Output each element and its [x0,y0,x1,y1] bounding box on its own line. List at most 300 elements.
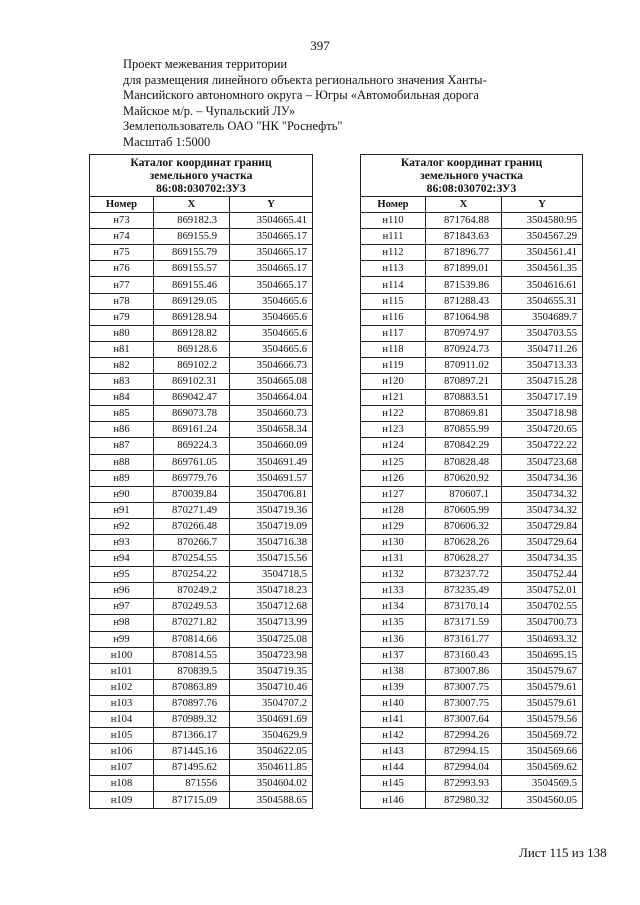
y-coordinate-cell: 3504718.98 [502,406,583,422]
table-row [90,695,313,711]
table-row [361,534,583,550]
x-coordinate-cell: 873160.43 [426,647,502,663]
x-coordinate-cell: 873171.59 [426,615,502,631]
table-row [361,567,583,583]
coordinate-catalog-left [89,154,313,809]
column-header-number: Номер [361,197,426,213]
x-coordinate-cell: 870254.55 [154,551,230,567]
y-coordinate-cell: 3504715.28 [502,374,583,390]
y-coordinate-cell: 3504723.98 [230,647,313,663]
x-coordinate-cell: 870974.97 [426,325,502,341]
y-coordinate-cell: 3504665.6 [230,325,313,341]
point-number-cell: н104 [90,712,154,728]
x-coordinate-cell: 871445.16 [154,744,230,760]
y-coordinate-cell: 3504665.17 [230,229,313,245]
y-coordinate-cell: 3504693.32 [502,631,583,647]
point-number-cell: н129 [361,518,426,534]
point-number-cell: н77 [90,277,154,293]
point-number-cell: н99 [90,631,154,647]
y-coordinate-cell: 3504752.44 [502,567,583,583]
y-coordinate-cell: 3504604.02 [230,776,313,792]
column-header-x: X [154,197,230,213]
point-number-cell: н145 [361,776,426,792]
point-number-cell: н76 [90,261,154,277]
point-number-cell: н124 [361,438,426,454]
y-coordinate-cell: 3504665.08 [230,374,313,390]
y-coordinate-cell: 3504719.09 [230,518,313,534]
x-coordinate-cell: 869042.47 [154,390,230,406]
catalog-title [361,155,583,197]
table-row [361,712,583,728]
x-coordinate-cell: 870271.82 [154,615,230,631]
table-row [361,261,583,277]
sheet-counter: Лист 115 из 138 [519,845,607,860]
header-line: Масштаб 1:5000 [123,134,211,149]
y-coordinate-cell: 3504655.31 [502,293,583,309]
x-coordinate-cell: 870989.32 [154,712,230,728]
table-row [90,792,313,808]
x-coordinate-cell: 870249.2 [154,583,230,599]
y-coordinate-cell: 3504629.9 [230,728,313,744]
x-coordinate-cell: 869761.05 [154,454,230,470]
point-number-cell: н142 [361,728,426,744]
table-row [361,470,583,486]
x-coordinate-cell: 870039.84 [154,486,230,502]
x-coordinate-cell: 872993.93 [426,776,502,792]
table-row [90,502,313,518]
y-coordinate-cell: 3504691.49 [230,454,313,470]
x-coordinate-cell: 869128.6 [154,341,230,357]
point-number-cell: н102 [90,679,154,695]
x-coordinate-cell: 870883.51 [426,390,502,406]
x-coordinate-cell: 870911.02 [426,357,502,373]
point-number-cell: н85 [90,406,154,422]
y-coordinate-cell: 3504665.17 [230,261,313,277]
point-number-cell: н118 [361,341,426,357]
y-coordinate-cell: 3504569.66 [502,744,583,760]
point-number-cell: н75 [90,245,154,261]
point-number-cell: н80 [90,325,154,341]
y-coordinate-cell: 3504660.09 [230,438,313,454]
x-coordinate-cell: 869129.05 [154,293,230,309]
point-number-cell: н86 [90,422,154,438]
x-coordinate-cell: 870842.29 [426,438,502,454]
point-number-cell: н79 [90,309,154,325]
table-row [361,406,583,422]
y-coordinate-cell: 3504611.85 [230,760,313,776]
y-coordinate-cell: 3504560.05 [502,792,583,808]
y-coordinate-cell: 3504580.95 [502,213,583,229]
table-row [361,486,583,502]
x-coordinate-cell: 872994.15 [426,744,502,760]
x-coordinate-cell: 871896.77 [426,245,502,261]
table-row [361,341,583,357]
y-coordinate-cell: 3504665.6 [230,341,313,357]
document-header [123,57,543,151]
table-row [90,615,313,631]
x-coordinate-cell: 872980.32 [426,792,502,808]
x-coordinate-cell: 870249.53 [154,599,230,615]
table-row [361,728,583,744]
x-coordinate-cell: 870839.5 [154,663,230,679]
y-coordinate-cell: 3504719.36 [230,502,313,518]
point-number-cell: н95 [90,567,154,583]
point-number-cell: н114 [361,277,426,293]
table-row [361,583,583,599]
point-number-cell: н78 [90,293,154,309]
column-header-y: Y [230,197,313,213]
point-number-cell: н74 [90,229,154,245]
table-row [361,357,583,373]
table-row [90,760,313,776]
x-coordinate-cell: 871715.09 [154,792,230,808]
table-row [361,229,583,245]
x-coordinate-cell: 870814.66 [154,631,230,647]
table-row [361,518,583,534]
table-row [90,406,313,422]
point-number-cell: н137 [361,647,426,663]
table-row [90,213,313,229]
x-coordinate-cell: 871899.01 [426,261,502,277]
y-coordinate-cell: 3504707.2 [230,695,313,711]
y-coordinate-cell: 3504691.57 [230,470,313,486]
table-row [361,390,583,406]
x-coordinate-cell: 873007.75 [426,695,502,711]
table-row [90,229,313,245]
table-row [361,325,583,341]
y-coordinate-cell: 3504712.68 [230,599,313,615]
y-coordinate-cell: 3504665.17 [230,245,313,261]
y-coordinate-cell: 3504622.05 [230,744,313,760]
catalog-body [90,213,313,808]
y-coordinate-cell: 3504719.35 [230,663,313,679]
x-coordinate-cell: 870828.48 [426,454,502,470]
table-row [361,245,583,261]
y-coordinate-cell: 3504725.08 [230,631,313,647]
y-coordinate-cell: 3504729.84 [502,518,583,534]
y-coordinate-cell: 3504588.65 [230,792,313,808]
point-number-cell: н123 [361,422,426,438]
table-row [361,744,583,760]
table-row [90,631,313,647]
header-line: для размещения линейного объекта регионального значения Ханты- [123,72,487,87]
x-coordinate-cell: 869224.3 [154,438,230,454]
table-row [361,695,583,711]
table-row [361,551,583,567]
table-row [361,438,583,454]
table-row [90,567,313,583]
x-coordinate-cell: 870271.49 [154,502,230,518]
y-coordinate-cell: 3504715.56 [230,551,313,567]
x-coordinate-cell: 869102.31 [154,374,230,390]
table-row [361,631,583,647]
y-coordinate-cell: 3504700.73 [502,615,583,631]
y-coordinate-cell: 3504665.17 [230,277,313,293]
catalog-title-line: земельного участка [420,169,523,182]
x-coordinate-cell: 870897.76 [154,695,230,711]
catalog-title-line: земельного участка [149,169,253,182]
point-number-cell: н90 [90,486,154,502]
point-number-cell: н139 [361,679,426,695]
table-row [90,470,313,486]
table-row [90,728,313,744]
point-number-cell: н107 [90,760,154,776]
table-row [90,534,313,550]
point-number-cell: н131 [361,551,426,567]
point-number-cell: н125 [361,454,426,470]
table-row [361,647,583,663]
header-line: Майское м/р. – Чупальский ЛУ» [123,103,296,118]
x-coordinate-cell: 869161.24 [154,422,230,438]
point-number-cell: н103 [90,695,154,711]
table-row [90,277,313,293]
point-number-cell: н134 [361,599,426,615]
y-coordinate-cell: 3504722.22 [502,438,583,454]
x-coordinate-cell: 873170.14 [426,599,502,615]
y-coordinate-cell: 3504734.36 [502,470,583,486]
y-coordinate-cell: 3504718.23 [230,583,313,599]
table-row [90,551,313,567]
point-number-cell: н136 [361,631,426,647]
x-coordinate-cell: 871495.62 [154,760,230,776]
table-row [361,213,583,229]
y-coordinate-cell: 3504720.65 [502,422,583,438]
x-coordinate-cell: 871764.88 [426,213,502,229]
x-coordinate-cell: 870266.7 [154,534,230,550]
table-row [90,679,313,695]
header-line: Землепользователь ОАО "НК "Роснефть" [123,119,343,134]
table-row [361,599,583,615]
point-number-cell: н141 [361,712,426,728]
point-number-cell: н119 [361,357,426,373]
x-coordinate-cell: 873235.49 [426,583,502,599]
column-header-x: X [426,197,502,213]
point-number-cell: н115 [361,293,426,309]
point-number-cell: н133 [361,583,426,599]
x-coordinate-cell: 870607.1 [426,486,502,502]
table-row [361,679,583,695]
table-row [361,422,583,438]
point-number-cell: н94 [90,551,154,567]
point-number-cell: н127 [361,486,426,502]
table-row [90,245,313,261]
y-coordinate-cell: 3504569.5 [502,776,583,792]
point-number-cell: н84 [90,390,154,406]
x-coordinate-cell: 871539.86 [426,277,502,293]
point-number-cell: н121 [361,390,426,406]
point-number-cell: н105 [90,728,154,744]
table-row [90,374,313,390]
y-coordinate-cell: 3504703.55 [502,325,583,341]
x-coordinate-cell: 869155.46 [154,277,230,293]
y-coordinate-cell: 3504734.32 [502,486,583,502]
table-row [90,293,313,309]
point-number-cell: н117 [361,325,426,341]
x-coordinate-cell: 869102.2 [154,357,230,373]
point-number-cell: н92 [90,518,154,534]
y-coordinate-cell: 3504734.35 [502,551,583,567]
point-number-cell: н128 [361,502,426,518]
point-number-cell: н88 [90,454,154,470]
point-number-cell: н110 [361,213,426,229]
table-row [90,357,313,373]
table-row [361,293,583,309]
column-header-y: Y [502,197,583,213]
point-number-cell: н97 [90,599,154,615]
table-row [361,615,583,631]
x-coordinate-cell: 869128.82 [154,325,230,341]
page-number: 397 [310,38,330,53]
y-coordinate-cell: 3504691.69 [230,712,313,728]
x-coordinate-cell: 869155.57 [154,261,230,277]
x-coordinate-cell: 872994.04 [426,760,502,776]
y-coordinate-cell: 3504561.41 [502,245,583,261]
x-coordinate-cell: 873007.75 [426,679,502,695]
table-row [361,309,583,325]
point-number-cell: н109 [90,792,154,808]
point-number-cell: н100 [90,647,154,663]
y-coordinate-cell: 3504616.61 [502,277,583,293]
x-coordinate-cell: 871366.17 [154,728,230,744]
table-row [90,325,313,341]
table-row [90,647,313,663]
x-coordinate-cell: 871064.98 [426,309,502,325]
point-number-cell: н144 [361,760,426,776]
point-number-cell: н83 [90,374,154,390]
column-header-number: Номер [90,197,154,213]
table-row [361,760,583,776]
x-coordinate-cell: 870606.32 [426,518,502,534]
x-coordinate-cell: 869182.3 [154,213,230,229]
x-coordinate-cell: 870814.55 [154,647,230,663]
table-row [90,261,313,277]
y-coordinate-cell: 3504665.6 [230,309,313,325]
x-coordinate-cell: 870266.48 [154,518,230,534]
point-number-cell: н111 [361,229,426,245]
table-row [361,776,583,792]
catalog-body [361,213,583,808]
point-number-cell: н132 [361,567,426,583]
table-row [90,390,313,406]
y-coordinate-cell: 3504711.26 [502,341,583,357]
header-line: Проект межевания территории [123,57,288,71]
x-coordinate-cell: 873007.86 [426,663,502,679]
x-coordinate-cell: 870254.22 [154,567,230,583]
table-row [361,374,583,390]
x-coordinate-cell: 870855.99 [426,422,502,438]
table-row [90,486,313,502]
table-row [361,277,583,293]
x-coordinate-cell: 870863.89 [154,679,230,695]
x-coordinate-cell: 870897.21 [426,374,502,390]
catalog-title-line: Каталог координат границ [130,156,272,169]
y-coordinate-cell: 3504702.55 [502,599,583,615]
table-row [361,792,583,808]
point-number-cell: н140 [361,695,426,711]
table-row [90,599,313,615]
table-row [90,518,313,534]
x-coordinate-cell: 869073.78 [154,406,230,422]
point-number-cell: н106 [90,744,154,760]
point-number-cell: н82 [90,357,154,373]
point-number-cell: н112 [361,245,426,261]
y-coordinate-cell: 3504665.41 [230,213,313,229]
point-number-cell: н113 [361,261,426,277]
table-row [90,309,313,325]
y-coordinate-cell: 3504579.56 [502,712,583,728]
header-line: Мансийского автономного округа – Югры «Автомобильная дорога [123,88,479,103]
table-row [90,422,313,438]
x-coordinate-cell: 870924.73 [426,341,502,357]
x-coordinate-cell: 872994.26 [426,728,502,744]
point-number-cell: н89 [90,470,154,486]
point-number-cell: н146 [361,792,426,808]
y-coordinate-cell: 3504579.61 [502,679,583,695]
table-row [90,712,313,728]
y-coordinate-cell: 3504734.32 [502,502,583,518]
y-coordinate-cell: 3504567.29 [502,229,583,245]
point-number-cell: н126 [361,470,426,486]
table-row [90,663,313,679]
y-coordinate-cell: 3504717.19 [502,390,583,406]
table-row [90,583,313,599]
x-coordinate-cell: 869779.76 [154,470,230,486]
y-coordinate-cell: 3504752.01 [502,583,583,599]
point-number-cell: н135 [361,615,426,631]
y-coordinate-cell: 3504579.67 [502,663,583,679]
table-row [90,341,313,357]
y-coordinate-cell: 3504579.61 [502,695,583,711]
x-coordinate-cell: 873237.72 [426,567,502,583]
y-coordinate-cell: 3504658.34 [230,422,313,438]
point-number-cell: н108 [90,776,154,792]
table-row [90,454,313,470]
coordinate-catalog-right [360,154,583,809]
y-coordinate-cell: 3504569.62 [502,760,583,776]
point-number-cell: н116 [361,309,426,325]
point-number-cell: н93 [90,534,154,550]
table-row [90,438,313,454]
point-number-cell: н73 [90,213,154,229]
table-row [90,744,313,760]
y-coordinate-cell: 3504664.04 [230,390,313,406]
x-coordinate-cell: 870869.81 [426,406,502,422]
point-number-cell: н120 [361,374,426,390]
catalog-title-line: Каталог координат границ [400,156,543,169]
y-coordinate-cell: 3504713.33 [502,357,583,373]
point-number-cell: н81 [90,341,154,357]
point-number-cell: н138 [361,663,426,679]
catalog-title [90,155,313,197]
y-coordinate-cell: 3504710.46 [230,679,313,695]
y-coordinate-cell: 3504706.81 [230,486,313,502]
table-row [361,454,583,470]
point-number-cell: н96 [90,583,154,599]
y-coordinate-cell: 3504723.68 [502,454,583,470]
point-number-cell: н98 [90,615,154,631]
x-coordinate-cell: 869155.79 [154,245,230,261]
point-number-cell: н101 [90,663,154,679]
table-row [90,776,313,792]
point-number-cell: н91 [90,502,154,518]
x-coordinate-cell: 869155.9 [154,229,230,245]
y-coordinate-cell: 3504660.73 [230,406,313,422]
x-coordinate-cell: 870605.99 [426,502,502,518]
x-coordinate-cell: 871556 [154,776,230,792]
x-coordinate-cell: 873161.77 [426,631,502,647]
y-coordinate-cell: 3504666.73 [230,357,313,373]
x-coordinate-cell: 870628.26 [426,534,502,550]
